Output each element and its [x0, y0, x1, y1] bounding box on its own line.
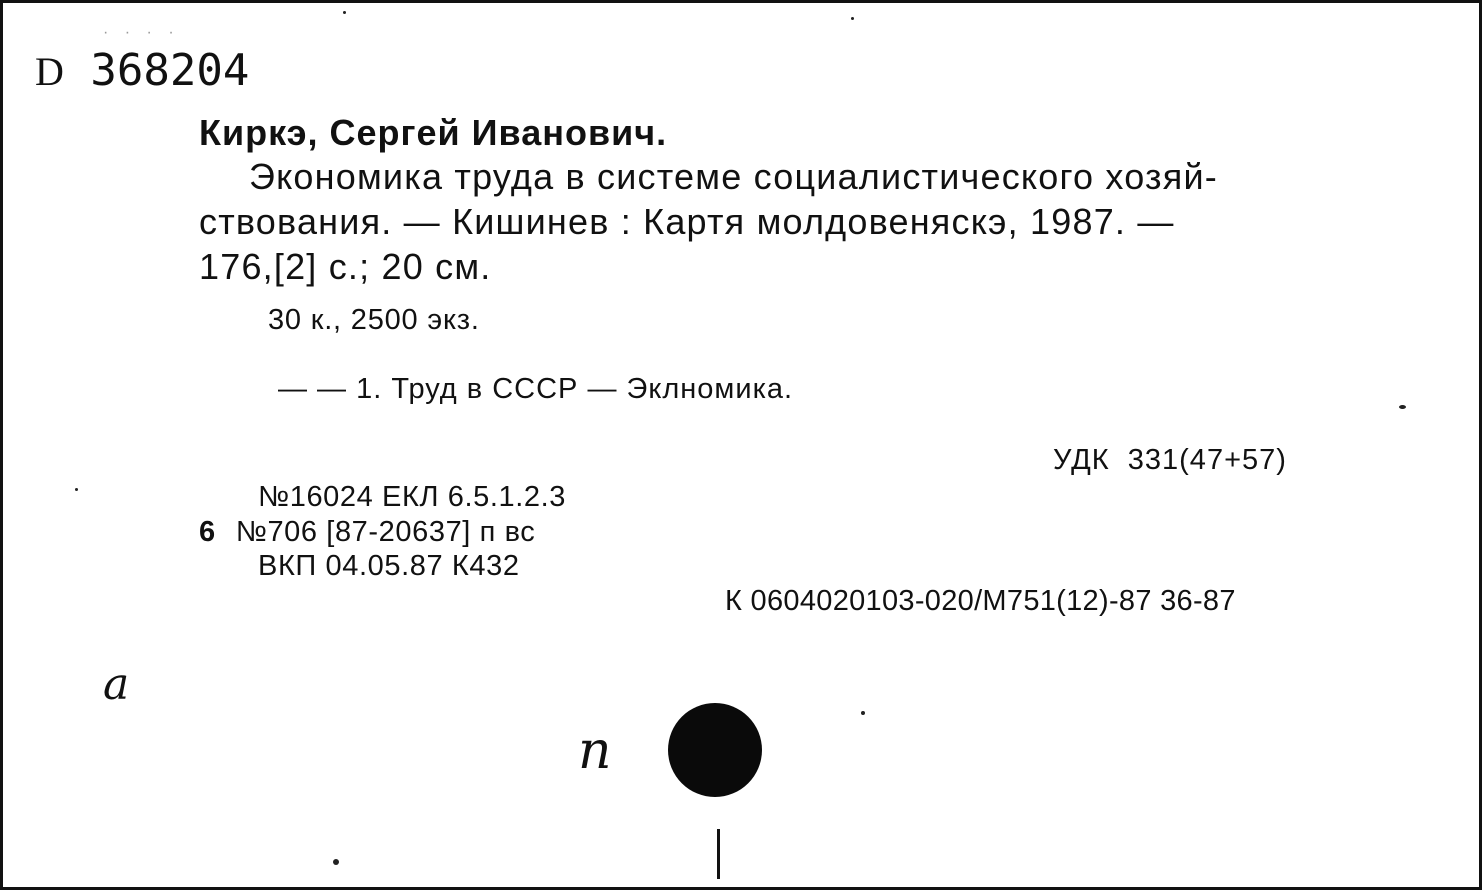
inventory-line-2-text: №706 [87-20637] п вс: [235, 516, 536, 548]
title-line-2: ствования. — Кишинев : Картя молдовеняскэ, 1987. —: [199, 201, 1175, 242]
speck: [1399, 405, 1406, 409]
punch-hole: [668, 703, 762, 797]
speck: [851, 17, 854, 20]
price-and-print-run: 30 к., 2500 экз.: [268, 304, 480, 336]
subject-heading: — — 1. Труд в СССР — Эклномика.: [278, 373, 794, 405]
udc-classification: УДК 331(47+57): [1053, 444, 1287, 476]
speck: [333, 859, 339, 865]
title-line-1: Экономика труда в системе социалистического хозяй-: [249, 156, 1218, 197]
call-number: [35, 45, 250, 96]
inventory-line-2: [199, 518, 535, 547]
inventory-line-3: ВКП 04.05.87 К432: [258, 550, 520, 582]
handwritten-mark-left: a: [103, 659, 130, 710]
call-number-digits: 368204: [90, 45, 250, 96]
inventory-line-2-number: 6: [199, 516, 216, 548]
k-code-line: К 0604020103-020/М751(12)-87 36-87: [725, 585, 1236, 617]
call-number-prefix: D: [35, 49, 64, 94]
inventory-line-1: №16024 ЕКЛ 6.5.1.2.3: [258, 481, 567, 513]
speck: [343, 11, 346, 14]
faint-stamp-mark: · · · ·: [103, 24, 180, 41]
author-heading: Киркэ, Сергей Иванович.: [199, 112, 668, 153]
handwritten-mark-center: n: [578, 721, 612, 781]
speck: [75, 488, 78, 491]
scan-tick-mark: [717, 829, 720, 879]
speck: [861, 711, 865, 715]
title-line-3: 176,[2] с.; 20 см.: [199, 246, 492, 287]
